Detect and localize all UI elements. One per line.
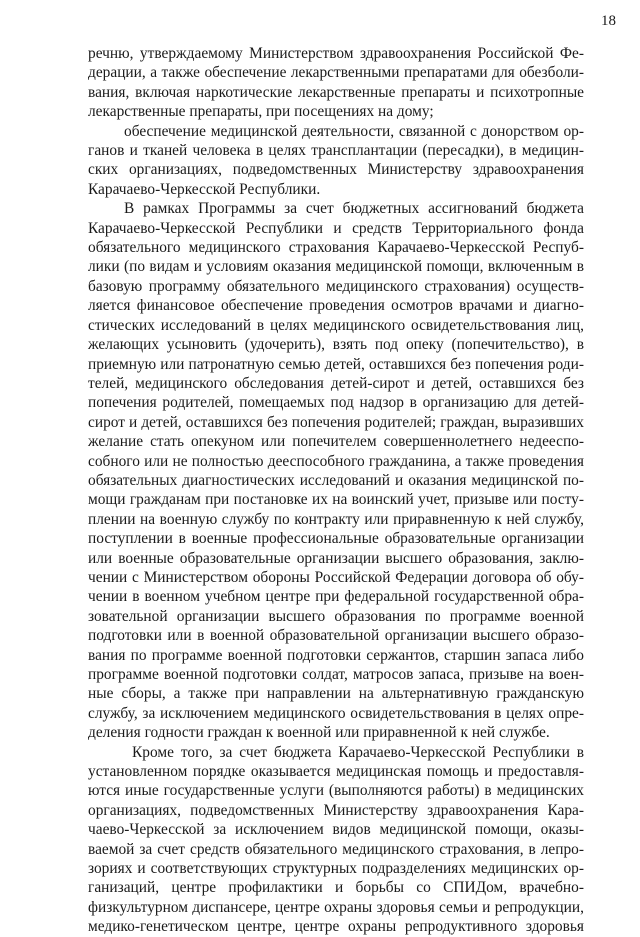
text-line: желание стать опекуном или попечителем совершеннолетнего недееспо- <box>88 433 584 451</box>
text-line: Карачаево-Черкесской Республики. <box>88 180 321 198</box>
text-line: ются иные государственные услуги (выполняются работы) в медицинских <box>88 782 584 800</box>
text-line: лики (по видам и условиям оказания медицинской помощи, включенным в <box>88 258 584 276</box>
text-line: службу, за исключением медицинского освидетельствования в целях опре- <box>88 704 584 722</box>
document-body <box>88 44 584 937</box>
text-line: организациях, подведомственных Министерству здравоохранения Кара- <box>88 801 584 819</box>
page-number: 18 <box>601 13 616 29</box>
text-line: зовательной организации высшего образования по программе военной <box>88 607 584 625</box>
text-line: подготовки или в военной образовательной организации высшего образо- <box>88 627 584 645</box>
text-line: речню, утверждаемому Министерством здравоохранения Российской Фе- <box>88 45 584 62</box>
text-line: обязательных диагностических исследований и оказания медицинской по- <box>88 471 584 489</box>
text-line: ских организациях, подведомственных Министерству здравоохранения <box>88 161 584 179</box>
text-line: установленном порядке оказывается медицинская помощь и предоставля- <box>88 763 584 781</box>
text-line: обязательного медицинского страхования Карачаево-Черкесской Респуб- <box>88 239 584 257</box>
text-line: дерации, а также обеспечение лекарственными препаратами для обезболи- <box>88 64 584 82</box>
text-line: вания по программе военной подготовки сержантов, старшин запаса либо <box>88 646 584 664</box>
text-line: собного или не полностью дееспособного гражданина, а также проведения <box>88 452 584 470</box>
text-line: обеспечение медицинской деятельности, связанной с донорством ор- <box>124 122 584 140</box>
text-line: чаево-Черкесской за исключением видов медицинской помощи, оказы- <box>88 821 584 839</box>
text-line: программе военной подготовки солдат, матросов запаса, призыве на воен- <box>88 666 584 683</box>
text-line: Карачаево-Черкесской Республики и средств Территориального фонда <box>88 219 584 237</box>
text-line: или военные образовательные организации высшего образования, заклю- <box>88 549 584 567</box>
text-line: ляется финансовое обеспечение проведения осмотров врачами и диагно- <box>88 297 584 315</box>
text-line: физкультурном диспансере, центре охраны здоровья семьи и репродукции, <box>88 898 584 916</box>
text-line: зориях и соответствующих структурных подразделениях медицинских ор- <box>88 860 584 878</box>
text-line: телей, медицинского обследования детей-сирот и детей, оставшихся без <box>88 374 584 392</box>
text-line: В рамках Программы за счет бюджетных ассигнований бюджета <box>124 200 584 218</box>
text-line: поступлении в военные профессиональные образовательные организации <box>88 530 584 548</box>
text-line: медико-генетическом центре, центре охраны репродуктивного здоровья <box>88 918 584 936</box>
text-line: Кроме того, за счет бюджета Карачаево-Черкесской Республики в <box>132 743 584 761</box>
text-line: базовую программу обязательного медицинского страхования) осуществ- <box>88 277 584 295</box>
text-line: ные сборы, а также при направлении на альтернативную гражданскую <box>88 685 584 703</box>
text-line: попечения родителей, помещаемых под надзор в организацию для детей- <box>88 394 584 412</box>
text-line: мощи гражданам при постановке их на воинский учет, призыве или посту- <box>88 491 584 509</box>
text-line: стических исследований в целях медицинского освидетельствования лиц, <box>88 316 584 334</box>
text-line: деления годности граждан к военной или приравненной к ней службе. <box>88 724 550 742</box>
text-line: чении в военном учебном центре при федеральной государственной обра- <box>88 588 584 606</box>
text-line: вания, включая наркотические лекарственные препараты и психотропные <box>88 83 584 101</box>
text-line: чении с Министерством обороны Российской Федерации договора об обу- <box>88 568 584 586</box>
text-line: приемную или патронатную семью детей, оставшихся без попечения роди- <box>88 355 584 373</box>
text-line: ваемой за счет средств обязательного медицинского страхования, в лепро- <box>88 840 584 858</box>
text-line: лекарственные препараты, при посещениях на дому; <box>88 103 434 121</box>
text-line: ганизаций, центре профилактики и борьбы со СПИДом, врачебно- <box>88 879 584 897</box>
text-line: сирот и детей, оставшихся без попечения родителей; граждан, выразивших <box>88 413 584 431</box>
text-line: ганов и тканей человека в целях трансплантации (пересадки), в медицин- <box>88 142 584 160</box>
text-line: плении на военную службу по контракту или приравненную к ней службу, <box>88 510 584 528</box>
text-line: желающих усыновить (удочерить), взять под опеку (попечительство), в <box>88 336 584 354</box>
